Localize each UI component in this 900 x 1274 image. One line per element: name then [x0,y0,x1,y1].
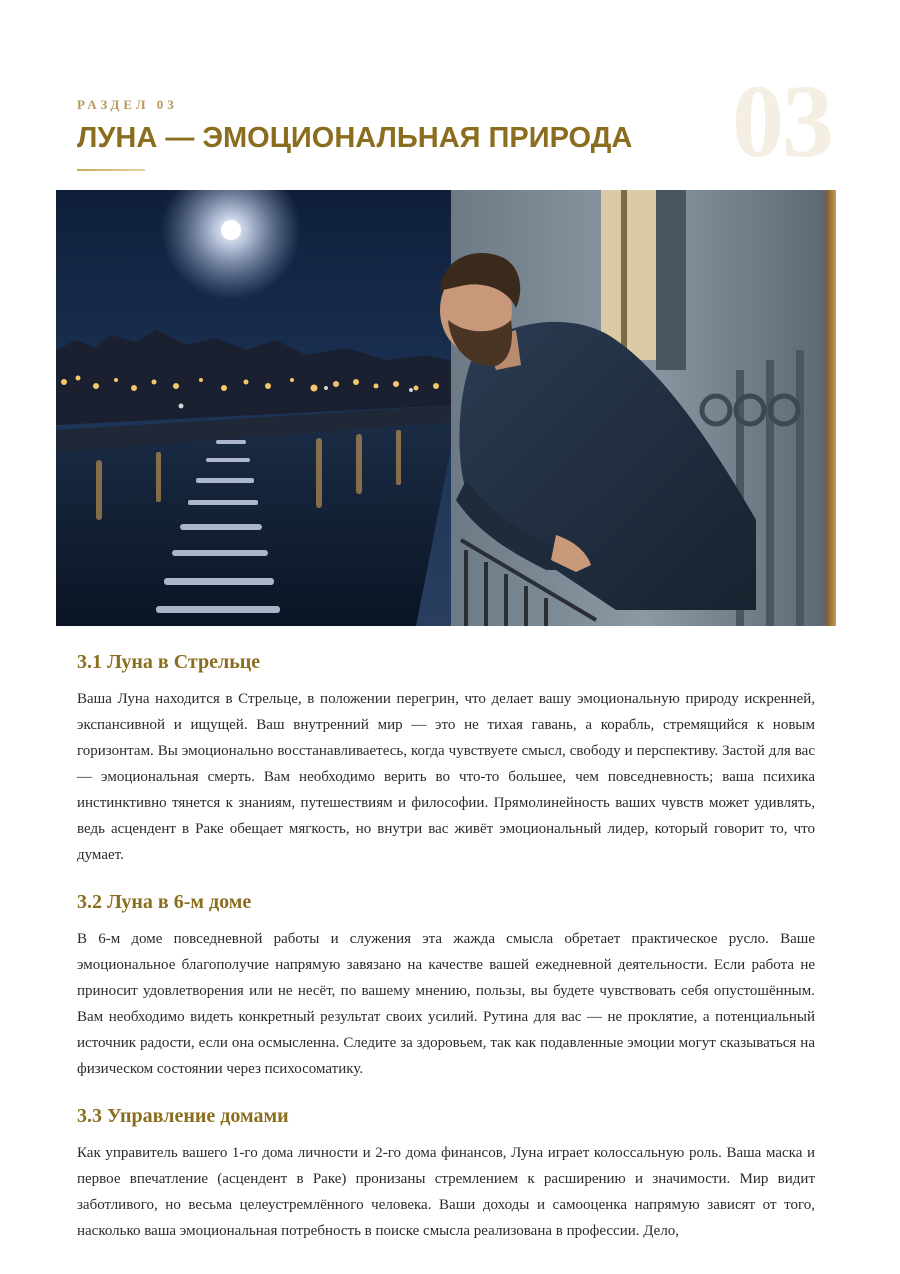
content-column [77,644,815,1260]
subsection-paragraph: Как управитель вашего 1-го дома личности и 2-го дома финансов, Луна играет колоссальную роль. Ваша маска и первое впечатление (асцендент в Раке) пронизаны стремлением к расширению и значимости. Мир видит заботливого, но весьма целеустремлённого человека. Ваши доходы и самооценка напрямую зависят от того, насколько ваша эмоциональная потребность в поиске смысла реализована в профессии. Дело, [77,1145,815,1239]
subsection-heading: 3.3 Управление домами [77,1105,289,1127]
section-label: РАЗДЕЛ 03 [77,97,178,112]
title-underline [77,169,145,171]
section-number-watermark: 03 [732,64,832,179]
hero-image [56,190,836,626]
page-title: ЛУНА — ЭМОЦИОНАЛЬНАЯ ПРИРОДА [77,122,633,154]
subsection-paragraph: Ваша Луна находится в Стрельце, в положении перегрин, что делает вашу эмоциональную природу искренней, экспансивной и ищущей. Ваш внутренний мир — это не тихая гавань, а корабль, стремящийся к новым горизонтам. Вы эмоционально восстанавливаетесь, когда чувствуете смысл, свободу и перспективу. Застой для вас — эмоциональная смерть. Вам необходимо верить во что-то большее, чем повседневность; ваша психика инстинктивно тянется к знаниям, путешествиям и философии. Прямолинейность ваших чувств может удивлять, ведь асцендент в Раке обещает мягкость, но внутри вас живёт эмоциональный лидер, который говорит то, что думает. [77,691,815,863]
subsection-heading: 3.2 Луна в 6-м доме [77,891,252,913]
subsection-heading: 3.1 Луна в Стрельце [77,651,261,673]
subsection-paragraph: В 6-м доме повседневной работы и служения эта жажда смысла обретает практическое русло. Ваше эмоциональное благополучие напрямую завязано на качестве вашей ежедневной деятельности. Если работа не приносит удовлетворения или не несёт, по вашему мнению, пользы, вы будете чувствовать себя опустошённым. Вам необходимо видеть конкретный результат своих усилий. Рутина для вас — не проклятие, а потенциальный источник радости, если она осмысленна. Следите за здоровьем, так как подавленные эмоции могут сказываться на физическом состоянии через психосоматику. [77,931,815,1077]
